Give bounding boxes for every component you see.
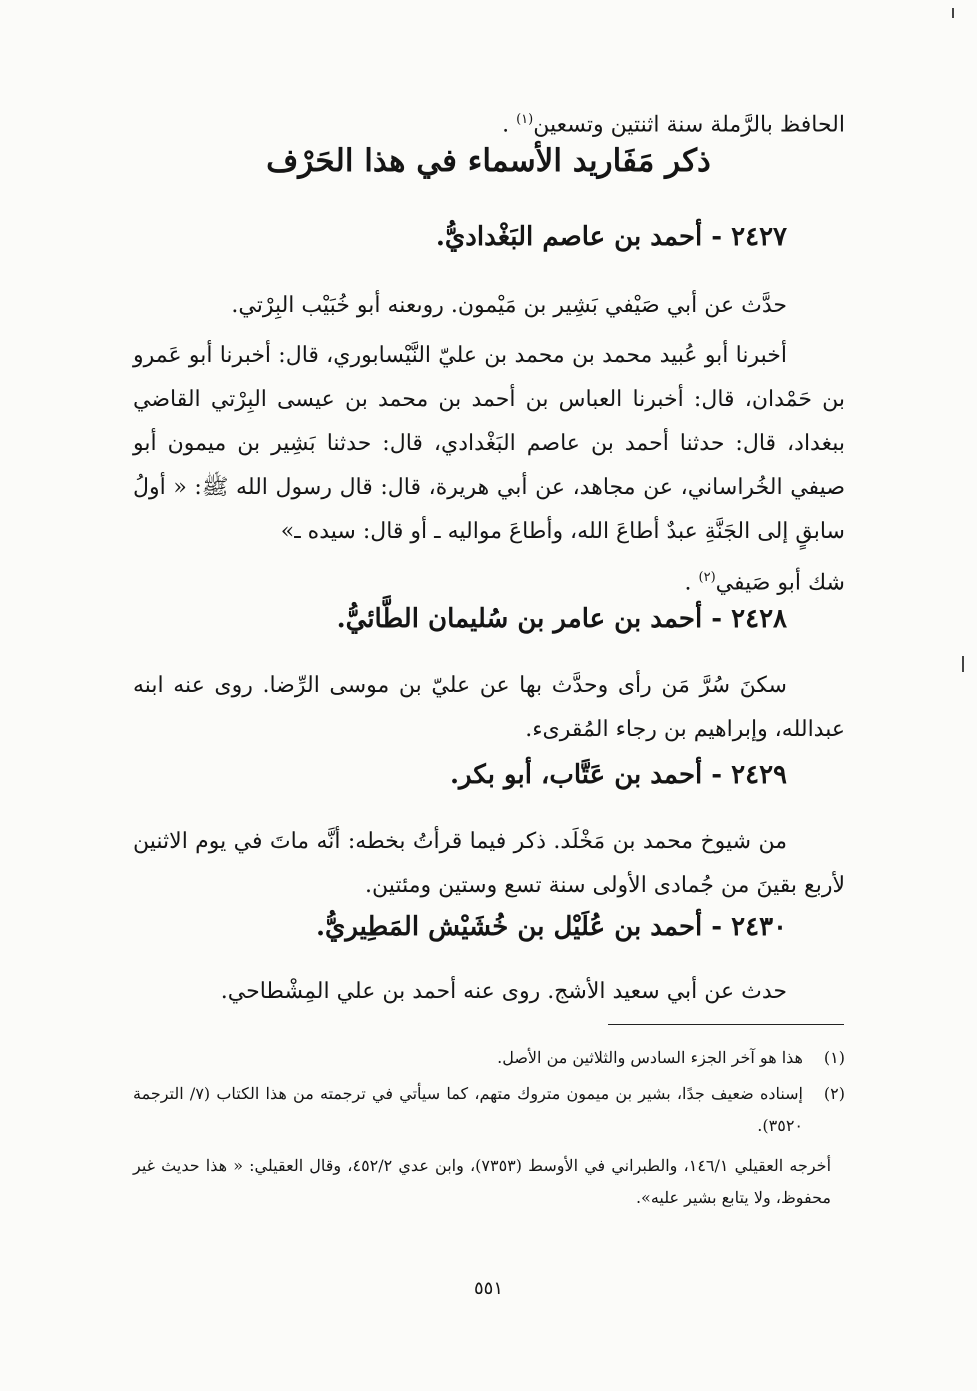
continuation-line bbox=[502, 98, 845, 147]
footnote-ref-1[interactable]: (١) bbox=[516, 112, 534, 127]
entry-2429-body: من شيوخ محمد بن مَخْلَد. ذكر فيما قرأتُ بخطه: أنَّه ماتَ في يوم الاثنين لأربع بقينَ من جُمادى الأولى سنة تسع وستين ومئتين. bbox=[133, 829, 845, 898]
entry-heading-2429: ٢٤٢٩ - أحمد بن عَتَّاب، أبو بكر. bbox=[450, 760, 787, 790]
scan-corner-mark bbox=[952, 8, 954, 18]
footnote-1-number: (١) bbox=[823, 1048, 845, 1067]
entry-2428-body: سكنَ سُرَّ مَن رأى وحدَّث بها عن عليّ بن موسى الرِّضا. روى عنه ابنه عبدالله، وإبراهيم بن رجاء المُقرىء. bbox=[133, 673, 845, 742]
entry-heading-2427: ٢٤٢٧ - أحمد بن عاصم البَغْداديُّ. bbox=[435, 222, 787, 252]
doubt-text: شك أبو صَيفي bbox=[715, 570, 845, 596]
entry-text-2427-isnad bbox=[133, 334, 845, 554]
page-number: ٥٥١ bbox=[473, 1278, 503, 1299]
entry-text-2427-narration: حدَّث عن أبي صَيْفي بَشِير بن مَيْمون. روىعنه أبو خُبَيْب البِرْتي. bbox=[231, 293, 787, 318]
entry-text-2429 bbox=[133, 820, 845, 908]
footnote-2-continuation bbox=[133, 1150, 845, 1214]
footnote-3-number bbox=[831, 1150, 845, 1214]
continuation-text: الحافظ بالرَّملة سنة اثنتين وتسعين bbox=[533, 112, 845, 138]
footnote-1-text: هذا هو آخر الجزء السادس والثلاثين من الأصل. bbox=[497, 1048, 803, 1067]
entry-heading-2430: ٢٤٣٠ - أحمد بن عُلَيْل بن خُشَيْش المَطِيريُّ. bbox=[315, 912, 787, 942]
entry-text-2428 bbox=[133, 664, 845, 752]
section-title: ذكر مَفَاريد الأسماء في هذا الحَرْف bbox=[266, 143, 711, 179]
footnote-2-sources-text: أخرجه العقيلي ١٤٦/١، والطبراني في الأوسط (٧٣٥٣)، وابن عدي ٤٥٢/٢، وقال العقيلي: « هذا حديث غير محفوظ، ولا يتابع بشير عليه». bbox=[133, 1156, 832, 1207]
scan-margin-mark bbox=[962, 656, 964, 672]
footnote-separator bbox=[608, 1024, 844, 1025]
footnote-2-number: (٢) bbox=[823, 1084, 845, 1103]
footnote-1 bbox=[133, 1042, 845, 1074]
isnad-text: أخبرنا أبو عُبيد محمد بن محمد بن عليّ النَّيْسابوري، قال: أخبرنا أبو عَمرو بن حَمْدان، قال: أخبرنا العباس بن أحمد بن محمد بن عيسى البِرْتي القاضي ببغداد، قال: حدثنا أحمد بن عاصم البَغْدادي، قال: حدثنا بَشِير بن ميمون أبو صيفي الخُراساني، عن مجاهد، عن أبي هريرة، قال: قال رسول الله ﷺ: « أولُ سابقٍ إلى الجَنَّةِ عبدٌ أطاعَ الله، وأطاعَ مواليه ـ أو قال: سيده ـ» bbox=[133, 343, 845, 544]
doubt-end: . bbox=[684, 570, 699, 596]
footnote-2 bbox=[133, 1078, 845, 1142]
entry-text-2430: حدث عن أبي سعيد الأشج. روى عنه أحمد بن علي المِشْطاحي. bbox=[220, 979, 787, 1004]
continuation-end: . bbox=[502, 112, 517, 138]
entry-2427-last-line bbox=[685, 556, 846, 605]
entry-heading-2428: ٢٤٢٨ - أحمد بن عامر بن سُليمان الطَّائيُّ. bbox=[336, 604, 787, 634]
footnote-2-text: إسناده ضعيف جدًا، بشير بن ميمون متروك متهم، كما سيأتي في ترجمته من هذا الكتاب (٧/ الترجمة ٣٥٢٠). bbox=[133, 1084, 804, 1135]
footnote-ref-2[interactable]: (٢) bbox=[698, 570, 716, 585]
